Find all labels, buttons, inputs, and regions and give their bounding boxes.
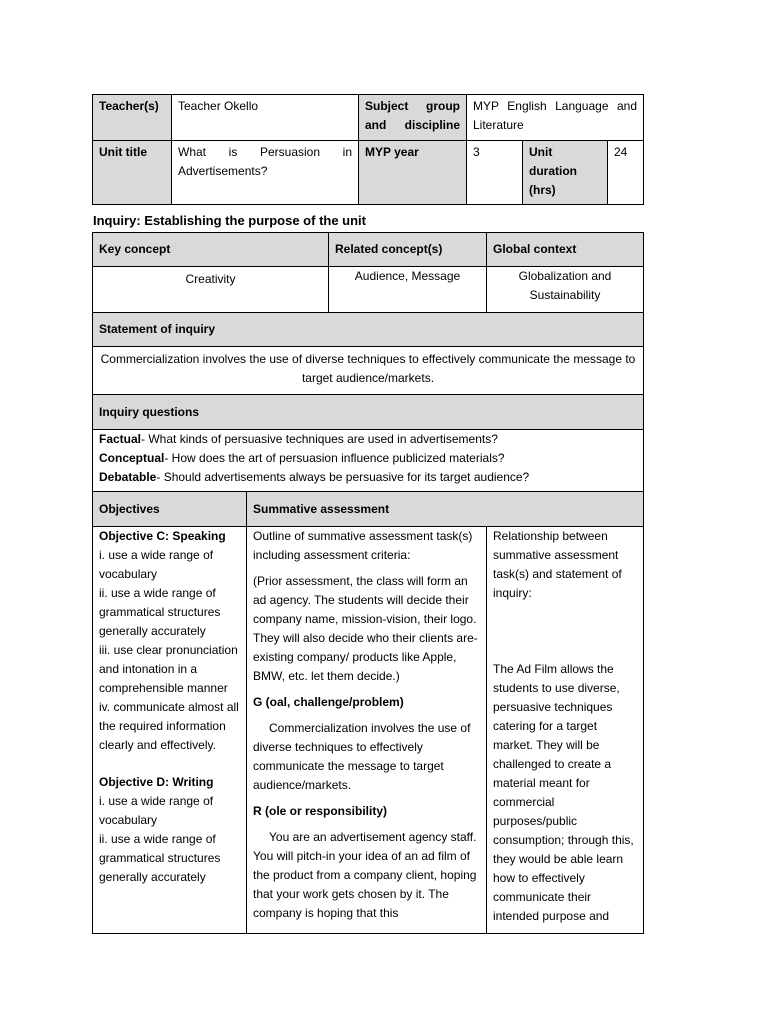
relationship-text: Relationship between summative assessment task(s) and statement of inquiry: <box>493 529 622 600</box>
objective-c-item: i. use a wide range of vocabulary <box>99 548 214 581</box>
conceptual-question: Conceptual- How does the art of persuasion influence publicized materials? <box>99 451 505 465</box>
inquiry-heading: Inquiry: Establishing the purpose of the unit <box>93 213 366 228</box>
objective-d-title: Objective D: Writing <box>99 775 214 789</box>
role-text: You are an advertisement agency staff. You will pitch-in your idea of an ad film of the product from a company client, hoping that your work gets chosen by it. The company is hoping that this <box>253 830 477 920</box>
summative-label: Summative assessment <box>247 492 644 527</box>
ad-film-text: The Ad Film allows the students to use diverse, persuasive techniques catering for a target market. They will be challenged to create a material meant for commercial purposes/public consumption; through this, they would be able learn how to effectively communicate their intended purpose and <box>493 662 634 923</box>
teacher-label: Teacher(s) <box>93 95 172 141</box>
goal-text: Commercialization involves the use of diverse techniques to effectively communicate the message to target audience/markets. <box>253 721 471 792</box>
unit-title-label: Unit title <box>93 141 172 205</box>
role-heading: R (ole or responsibility) <box>253 804 388 818</box>
inquiry-questions-label: Inquiry questions <box>93 395 644 430</box>
objective-c-item: iv. communicate almost all the required information clearly and effectively. <box>99 700 239 752</box>
inquiry-table <box>92 232 644 494</box>
objective-c-item: ii. use a wide range of grammatical structures generally accurately <box>99 586 221 638</box>
subject-label: Subject group and discipline <box>359 95 467 141</box>
teacher-value: Teacher Okello <box>172 95 359 141</box>
inquiry-questions <box>93 430 644 494</box>
unit-header-table <box>92 94 644 205</box>
related-concept-value: Audience, Message <box>329 267 487 313</box>
relationship-cell <box>487 527 644 934</box>
goal-heading: G (oal, challenge/problem) <box>253 695 404 709</box>
related-concept-label: Related concept(s) <box>329 233 487 267</box>
factual-question: Factual- What kinds of persuasive techniques are used in advertisements? <box>99 432 498 446</box>
global-context-label: Global context <box>487 233 644 267</box>
assessment-table <box>92 491 644 934</box>
objectives-label: Objectives <box>93 492 247 527</box>
objective-c-item: iii. use clear pronunciation and intonation in a comprehensible manner <box>99 643 238 695</box>
unit-duration-value: 24 <box>608 141 644 205</box>
key-concept-label: Key concept <box>93 233 329 267</box>
objective-c-title: Objective C: Speaking <box>99 529 226 543</box>
summative-task-cell <box>247 527 487 934</box>
objective-d-item: ii. use a wide range of grammatical structures generally accurately <box>99 832 221 884</box>
prior-assessment-text: (Prior assessment, the class will form an ad agency. The students will decide their company name, mission-vision, their logo. They will also decide who their clients are- existing company/ products like Apple, BMW, etc. let them decide.) <box>253 574 478 683</box>
outline-text: Outline of summative assessment task(s) including assessment criteria: <box>253 529 473 562</box>
debatable-question: Debatable- Should advertisements always be persuasive for its target audience? <box>99 470 530 484</box>
statement-label: Statement of inquiry <box>93 313 644 347</box>
key-concept-value: Creativity <box>93 267 329 313</box>
subject-value: MYP English Language and Literature <box>467 95 644 141</box>
objective-d-item: i. use a wide range of vocabulary <box>99 794 214 827</box>
objectives-cell <box>93 527 247 934</box>
myp-year-value: 3 <box>467 141 523 205</box>
unit-title-value: What is Persuasion in Advertisements? <box>172 141 359 205</box>
myp-year-label: MYP year <box>359 141 467 205</box>
statement-text: Commercialization involves the use of diverse techniques to effectively communicate the message to target audience/markets. <box>93 347 644 395</box>
global-context-value: Globalization and Sustainability <box>487 267 644 313</box>
unit-duration-label: Unit duration (hrs) <box>523 141 608 205</box>
